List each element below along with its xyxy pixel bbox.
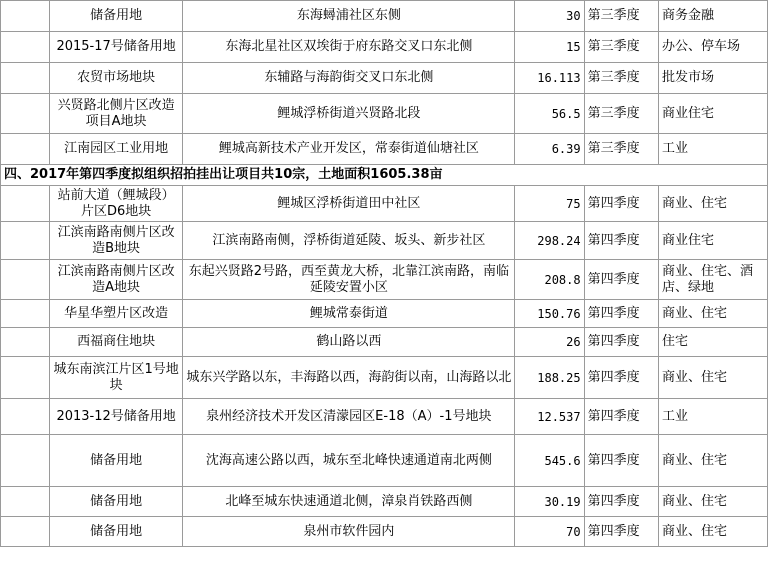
location-cell[interactable]: 鲤城区浮桥街道田中社区 (183, 186, 515, 222)
location-cell[interactable]: 鹤山路以西 (183, 328, 515, 357)
area-cell[interactable]: 12.537 (515, 399, 584, 435)
location-cell[interactable]: 鲤城常泰街道 (183, 300, 515, 328)
project-name-cell[interactable]: 农贸市场地块 (49, 63, 182, 94)
location-cell[interactable]: 鲤城浮桥街道兴贤路北段 (183, 94, 515, 134)
quarter-cell[interactable]: 第四季度 (584, 435, 658, 487)
quarter-cell[interactable]: 第三季度 (584, 63, 658, 94)
project-name-cell[interactable]: 兴贤路北侧片区改造项目A地块 (49, 94, 182, 134)
location-cell[interactable]: 东海蟳浦社区东侧 (183, 1, 515, 32)
quarter-cell[interactable]: 第四季度 (584, 399, 658, 435)
project-name-cell[interactable]: 站前大道（鲤城段）片区D6地块 (49, 186, 182, 222)
section-header-row (1, 165, 768, 186)
land-use-cell[interactable]: 商业、住宅 (658, 487, 767, 517)
row-number-cell[interactable] (1, 94, 50, 134)
land-use-cell[interactable]: 批发市场 (658, 63, 767, 94)
project-name-cell[interactable]: 江滨南路南侧片区改造A地块 (49, 260, 182, 300)
quarter-cell[interactable]: 第三季度 (584, 1, 658, 32)
row-number-cell[interactable] (1, 328, 50, 357)
table-row (1, 328, 768, 357)
row-number-cell[interactable] (1, 32, 50, 63)
row-number-cell[interactable] (1, 357, 50, 399)
area-cell[interactable]: 188.25 (515, 357, 584, 399)
quarter-cell[interactable]: 第三季度 (584, 94, 658, 134)
area-cell[interactable]: 30.19 (515, 487, 584, 517)
table-row (1, 94, 768, 134)
quarter-cell[interactable]: 第四季度 (584, 357, 658, 399)
row-number-cell[interactable] (1, 222, 50, 260)
project-name-cell[interactable]: 江滨南路南侧片区改造B地块 (49, 222, 182, 260)
quarter-cell[interactable]: 第四季度 (584, 487, 658, 517)
location-cell[interactable]: 江滨南路南侧，浮桥街道延陵、坂头、新步社区 (183, 222, 515, 260)
area-cell[interactable]: 15 (515, 32, 584, 63)
row-number-cell[interactable] (1, 300, 50, 328)
project-name-cell[interactable]: 储备用地 (49, 517, 182, 547)
land-use-cell[interactable]: 工业 (658, 399, 767, 435)
location-cell[interactable]: 东辅路与海韵街交叉口东北侧 (183, 63, 515, 94)
land-use-cell[interactable]: 商务金融 (658, 1, 767, 32)
quarter-cell[interactable]: 第四季度 (584, 222, 658, 260)
project-name-cell[interactable]: 储备用地 (49, 487, 182, 517)
row-number-cell[interactable] (1, 399, 50, 435)
quarter-cell[interactable]: 第三季度 (584, 32, 658, 63)
quarter-cell[interactable]: 第四季度 (584, 328, 658, 357)
land-use-cell[interactable]: 商业、住宅 (658, 300, 767, 328)
table-row (1, 32, 768, 63)
location-cell[interactable]: 泉州市软件园内 (183, 517, 515, 547)
table-row (1, 399, 768, 435)
row-number-cell[interactable] (1, 1, 50, 32)
project-name-cell[interactable]: 华星华塑片区改造 (49, 300, 182, 328)
table-row (1, 260, 768, 300)
quarter-cell[interactable]: 第四季度 (584, 300, 658, 328)
location-cell[interactable]: 城东兴学路以东，丰海路以西，海韵街以南，山海路以北 (183, 357, 515, 399)
table-row (1, 517, 768, 547)
location-cell[interactable]: 沈海高速公路以西，城东至北峰快速通道南北两侧 (183, 435, 515, 487)
project-name-cell[interactable]: 西福商住地块 (49, 328, 182, 357)
land-use-cell[interactable]: 商业、住宅 (658, 435, 767, 487)
area-cell[interactable]: 208.8 (515, 260, 584, 300)
land-use-cell[interactable]: 工业 (658, 134, 767, 165)
row-number-cell[interactable] (1, 260, 50, 300)
land-use-cell[interactable]: 商业、住宅 (658, 357, 767, 399)
land-use-cell[interactable]: 商业住宅 (658, 222, 767, 260)
area-cell[interactable]: 56.5 (515, 94, 584, 134)
location-cell[interactable]: 东起兴贤路2号路，西至黄龙大桥，北靠江滨南路，南临延陵安置小区 (183, 260, 515, 300)
land-use-cell[interactable]: 商业、住宅 (658, 186, 767, 222)
area-cell[interactable]: 16.113 (515, 63, 584, 94)
table-row (1, 1, 768, 32)
quarter-cell[interactable]: 第三季度 (584, 134, 658, 165)
area-cell[interactable]: 26 (515, 328, 584, 357)
row-number-cell[interactable] (1, 517, 50, 547)
land-use-cell[interactable]: 办公、停车场 (658, 32, 767, 63)
table-row (1, 300, 768, 328)
quarter-cell[interactable]: 第四季度 (584, 260, 658, 300)
table-row (1, 487, 768, 517)
table-row (1, 63, 768, 94)
land-use-cell[interactable]: 住宅 (658, 328, 767, 357)
area-cell[interactable]: 545.6 (515, 435, 584, 487)
row-number-cell[interactable] (1, 487, 50, 517)
area-cell[interactable]: 298.24 (515, 222, 584, 260)
project-name-cell[interactable]: 2013-12号储备用地 (49, 399, 182, 435)
table-row (1, 222, 768, 260)
project-name-cell[interactable]: 江南园区工业用地 (49, 134, 182, 165)
row-number-cell[interactable] (1, 134, 50, 165)
location-cell[interactable]: 鲤城高新技术产业开发区，常泰街道仙塘社区 (183, 134, 515, 165)
table-row (1, 134, 768, 165)
area-cell[interactable]: 150.76 (515, 300, 584, 328)
land-use-cell[interactable]: 商业、住宅、酒店、绿地 (658, 260, 767, 300)
row-number-cell[interactable] (1, 63, 50, 94)
section-title[interactable]: 四、2017年第四季度拟组织招拍挂出让项目共10宗，土地面积1605.38亩 (1, 165, 768, 186)
area-cell[interactable]: 6.39 (515, 134, 584, 165)
quarter-cell[interactable]: 第四季度 (584, 186, 658, 222)
land-use-cell[interactable]: 商业住宅 (658, 94, 767, 134)
location-cell[interactable]: 泉州经济技术开发区清濛园区E-18（A）-1号地块 (183, 399, 515, 435)
row-number-cell[interactable] (1, 435, 50, 487)
table-row (1, 186, 768, 222)
area-cell[interactable]: 75 (515, 186, 584, 222)
project-name-cell[interactable]: 2015-17号储备用地 (49, 32, 182, 63)
project-name-cell[interactable]: 储备用地 (49, 1, 182, 32)
quarter-cell[interactable]: 第四季度 (584, 517, 658, 547)
project-name-cell[interactable]: 储备用地 (49, 435, 182, 487)
table-row (1, 357, 768, 399)
area-cell[interactable]: 70 (515, 517, 584, 547)
location-cell[interactable]: 东海北星社区双埃街于府东路交叉口东北侧 (183, 32, 515, 63)
area-cell[interactable]: 30 (515, 1, 584, 32)
row-number-cell[interactable] (1, 186, 50, 222)
project-name-cell[interactable]: 城东南滨江片区1号地块 (49, 357, 182, 399)
location-cell[interactable]: 北峰至城东快速通道北侧，漳泉肖铁路西侧 (183, 487, 515, 517)
land-use-cell[interactable]: 商业、住宅 (658, 517, 767, 547)
table-row (1, 435, 768, 487)
